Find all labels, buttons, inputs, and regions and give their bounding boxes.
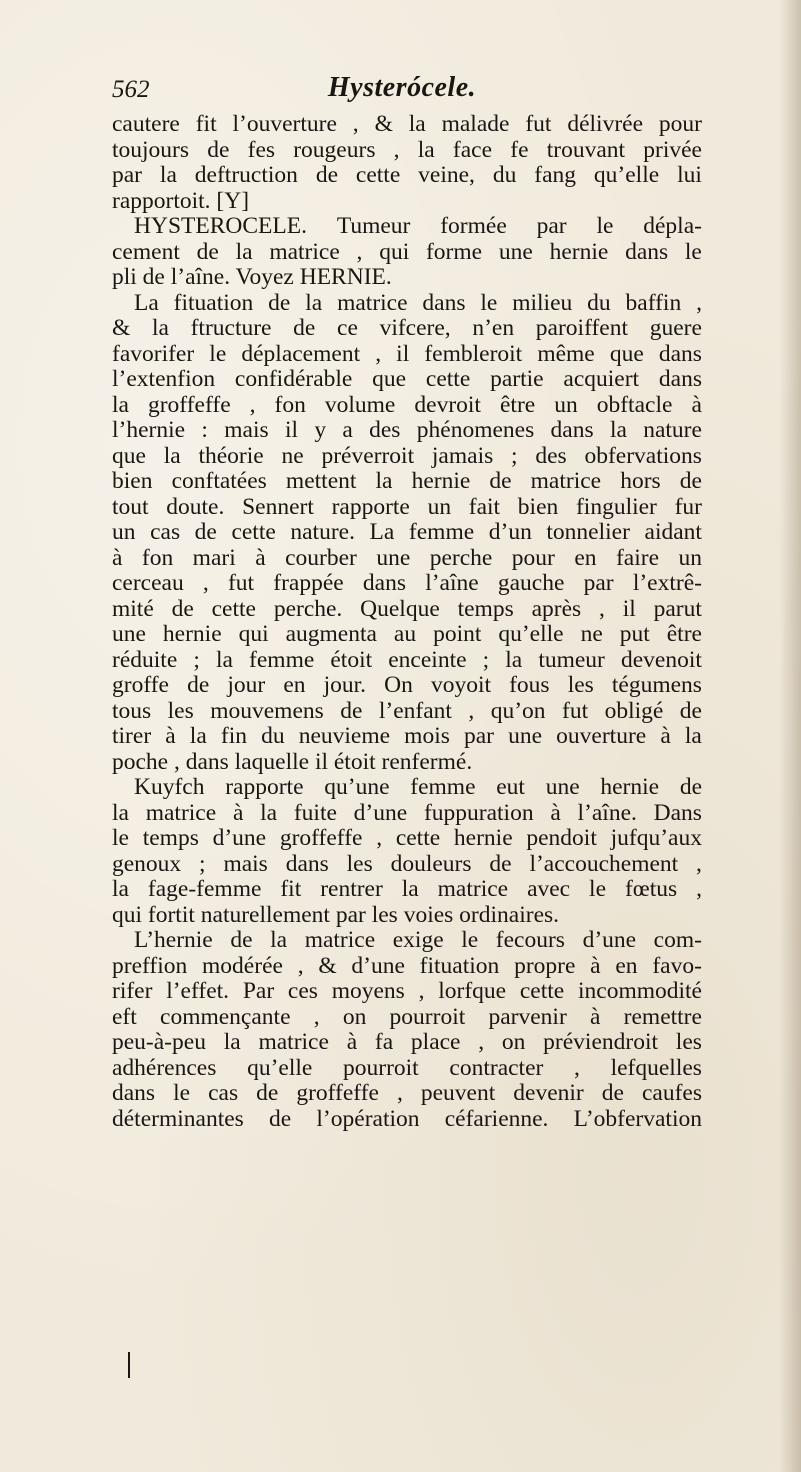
text-line: un cas de cette nature. La femme d’un tonnelier aidant [112, 519, 702, 545]
text-line: mité de cette perche. Quelque temps après , il parut [112, 595, 702, 622]
text-line: l’hernie : mais il y a des phénomenes dans la nature [112, 417, 702, 443]
text-line: adhérences qu’elle pourroit contracter , lefquelles [112, 1054, 702, 1081]
stray-ink-mark [128, 1352, 130, 1378]
text-line: la groffeffe , fon volume devroit être un obftacle à [112, 391, 702, 418]
text-line: réduite ; la femme étoit enceinte ; la tumeur devenoit [112, 646, 702, 673]
text-line: tous les mouvemens de l’enfant , qu’on fut obligé de [112, 697, 702, 724]
text-line: favorifer le déplacement , il fembleroit même que dans [112, 340, 702, 367]
text-line: qui fortit naturellement par les voies ordinaires. [112, 901, 560, 928]
page-edge-shadow [779, 0, 801, 1472]
text-line: le temps d’une groffeffe , cette hernie pendoit jufqu’aux [112, 825, 702, 851]
text-line: par la deftruction de cette veine, du fang qu’elle lui [112, 162, 702, 188]
text-line: HYSTEROCELE. Tumeur formée par le dépla- [134, 213, 702, 239]
text-line: tout doute. Sennert rapporte un fait bien fingulier fur [112, 493, 702, 520]
text-line: que la théorie ne préverroit jamais ; des obfervations [112, 442, 702, 469]
text-line: rifer l’effet. Par ces moyens , lorfque cette incommodité [112, 978, 702, 1004]
text-line: bien conftatées mettent la hernie de matrice hors de [112, 468, 702, 494]
text-line: déterminantes de l’opération céfarienne. L’obfervation [112, 1105, 702, 1132]
text-line: eft commençante , on pourroit parvenir à remettre [112, 1003, 702, 1030]
text-line: tirer à la fin du neuvieme mois par une ouverture à la [112, 723, 702, 749]
text-line: genoux ; mais dans les douleurs de l’accouchement , [112, 850, 702, 877]
text-line: & la ftructure de ce vifcere, n’en paroiffent guere [112, 315, 702, 341]
text-line: une hernie qui augmenta au point qu’elle ne put être [112, 621, 702, 647]
text-line: la matrice à la fuite d’une fuppuration à l’aîne. Dans [112, 799, 702, 826]
text-line: cerceau , fut frappée dans l’aîne gauche par l’extrê- [112, 570, 702, 596]
body-text [112, 112, 702, 1132]
text-line: cement de la matrice , qui forme une hernie dans le [112, 238, 702, 265]
text-line: cautere fit l’ouverture , & la malade fut délivrée pour [112, 111, 702, 137]
text-line: rapportoit. [Y] [112, 187, 250, 214]
text-line: L’hernie de la matrice exige le fecours d’une com- [134, 927, 702, 953]
text-line: l’extenfion confidérable que cette partie acquiert dans [112, 366, 702, 392]
text-line: pli de l’aîne. Voyez HERNIE. [112, 264, 392, 290]
text-line: la fage-femme fit rentrer la matrice avec le fœtus , [112, 876, 702, 902]
text-line: poche , dans laquelle il étoit renfermé. [112, 748, 473, 775]
page-number: 562 [112, 76, 150, 103]
text-line: preffion modérée , & d’une fituation propre à en favo- [112, 952, 702, 979]
running-title: Hysterócele. [327, 72, 477, 103]
text-line: La fituation de la matrice dans le milieu du baffin , [134, 289, 702, 316]
text-line: Kuyfch rapporte qu’une femme eut une hernie de [134, 774, 702, 800]
text-line: groffe de jour en jour. On voyoit fous les tégumens [112, 672, 702, 698]
text-line: dans le cas de groffeffe , peuvent devenir de caufes [112, 1080, 702, 1106]
text-line: peu-à-peu la matrice à fa place , on préviendroit les [112, 1029, 702, 1055]
text-line: à fon mari à courber une perche pour en faire un [112, 544, 702, 571]
text-line: toujours de fes rougeurs , la face fe trouvant privée [112, 136, 702, 163]
page-header [112, 72, 692, 108]
